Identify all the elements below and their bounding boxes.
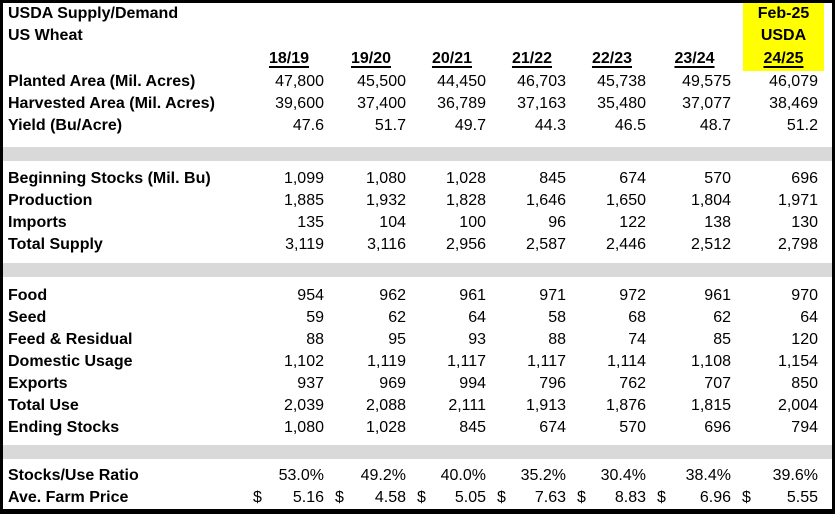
value-cell: 1,117	[527, 353, 566, 370]
value-cell: 962	[379, 287, 406, 304]
table-row	[3, 93, 832, 115]
title-row-2	[3, 25, 832, 47]
table-row	[3, 329, 832, 351]
value-cell: 44.3	[534, 117, 566, 134]
row-label: Harvested Area (Mil. Acres)	[8, 95, 215, 112]
table-row	[3, 212, 832, 234]
row-label: Food	[8, 287, 48, 304]
value-cell: 1,154	[777, 353, 818, 370]
value-cell: 46,079	[769, 73, 818, 90]
value-cell: 88	[306, 331, 324, 348]
value-cell: 59	[306, 309, 324, 326]
value-cell: 64	[800, 309, 818, 326]
value-cell: 1,646	[525, 192, 566, 209]
table-row	[3, 190, 832, 212]
value-cell: 58	[548, 309, 566, 326]
value-cell: 122	[619, 214, 646, 231]
value-cell: 37,077	[682, 95, 731, 112]
value-cell: 794	[791, 419, 818, 436]
row-label: Stocks/Use Ratio	[8, 467, 139, 484]
value-cell: 954	[297, 287, 324, 304]
row-label: Exports	[8, 375, 68, 392]
currency-symbol: $	[335, 489, 344, 506]
column-header: 21/22	[511, 50, 553, 67]
value-cell: 46,703	[517, 73, 566, 90]
title-row-1	[3, 3, 832, 25]
value-cell: 696	[704, 419, 731, 436]
value-cell: 35,480	[597, 95, 646, 112]
value-cell: 47.6	[292, 117, 324, 134]
value-cell: 51.2	[786, 117, 818, 134]
table-row	[3, 168, 832, 190]
column-header-row	[3, 47, 832, 71]
value-cell: 74	[628, 331, 646, 348]
value-cell: 1,108	[690, 353, 731, 370]
value-cell: 138	[704, 214, 731, 231]
value-cell: 1,650	[605, 192, 646, 209]
value-cell: 85	[713, 331, 731, 348]
table-body	[3, 71, 832, 509]
column-header: 20/21	[431, 50, 473, 67]
value-cell: 1,932	[365, 192, 406, 209]
value-cell: 674	[619, 170, 646, 187]
value-cell: 1,804	[690, 192, 731, 209]
separator-gap	[3, 277, 832, 285]
value-cell: 100	[459, 214, 486, 231]
value-cell: 3,119	[285, 236, 324, 253]
table-row	[3, 71, 832, 93]
row-label: Feed & Residual	[8, 331, 133, 348]
value-cell: 130	[791, 214, 818, 231]
currency-symbol: $	[417, 489, 426, 506]
currency-symbol: $	[742, 489, 751, 506]
price-value: 5.16	[292, 489, 324, 506]
value-cell: 845	[539, 170, 566, 187]
column-header: 19/20	[350, 50, 392, 67]
price-value: 6.96	[699, 489, 731, 506]
value-cell: 46.5	[614, 117, 646, 134]
value-cell: 30.4%	[600, 467, 646, 484]
value-cell: 2,088	[365, 397, 406, 414]
value-cell: 53.0%	[278, 467, 324, 484]
row-label: Ending Stocks	[8, 419, 120, 436]
value-cell: 1,080	[365, 170, 406, 187]
column-header: 18/19	[268, 50, 310, 67]
row-label: Planted Area (Mil. Acres)	[8, 73, 196, 90]
value-cell: 47,800	[275, 73, 324, 90]
report-source-badge: USDA	[743, 25, 824, 47]
value-cell: 1,117	[447, 353, 486, 370]
table-row	[3, 285, 832, 307]
value-cell: 120	[791, 331, 818, 348]
value-cell: 1,102	[283, 353, 324, 370]
price-value: 7.63	[534, 489, 566, 506]
value-cell: 2,956	[445, 236, 486, 253]
value-cell: 45,500	[357, 73, 406, 90]
value-cell: 68	[628, 309, 646, 326]
value-cell: 937	[297, 375, 324, 392]
value-cell	[248, 489, 330, 507]
value-cell: 969	[379, 375, 406, 392]
table-row	[3, 373, 832, 395]
row-label: Imports	[8, 214, 67, 231]
separator-bar	[3, 263, 832, 277]
value-cell: 1,080	[283, 419, 324, 436]
separator-gap	[3, 137, 832, 147]
row-label: Yield (Bu/Acre)	[8, 117, 123, 134]
value-cell: 38.4%	[685, 467, 731, 484]
price-value: 5.55	[786, 489, 818, 506]
value-cell: 44,450	[437, 73, 486, 90]
separator-bar	[3, 147, 832, 161]
value-cell: 972	[619, 287, 646, 304]
value-cell: 845	[459, 419, 486, 436]
row-label: Seed	[8, 309, 47, 326]
value-cell: 35.2%	[520, 467, 566, 484]
separator-gap	[3, 256, 832, 263]
value-cell: 1,828	[445, 192, 486, 209]
separator-bar	[3, 445, 832, 459]
value-cell: 1,114	[607, 353, 646, 370]
table-row	[3, 307, 832, 329]
value-cell: 135	[297, 214, 324, 231]
value-cell	[572, 489, 652, 507]
row-label: Total Use	[8, 397, 79, 414]
value-cell: 64	[468, 309, 486, 326]
price-value: 8.83	[614, 489, 646, 506]
value-cell: 39.6%	[772, 467, 818, 484]
table-row	[3, 234, 832, 256]
value-cell: 37,163	[517, 95, 566, 112]
value-cell: 48.7	[699, 117, 731, 134]
value-cell: 1,876	[605, 397, 646, 414]
sheet-title-line1: USDA Supply/Demand	[8, 5, 179, 22]
value-cell: 2,039	[283, 397, 324, 414]
value-cell: 51.7	[374, 117, 406, 134]
value-cell: 1,885	[283, 192, 324, 209]
value-cell: 1,913	[525, 397, 566, 414]
value-cell: 961	[704, 287, 731, 304]
value-cell: 994	[459, 375, 486, 392]
currency-symbol: $	[253, 489, 262, 506]
value-cell	[737, 489, 824, 507]
value-cell	[652, 489, 737, 507]
row-label: Domestic Usage	[8, 353, 133, 370]
value-cell: 3,116	[367, 236, 406, 253]
value-cell: 570	[619, 419, 646, 436]
table-row	[3, 115, 832, 137]
value-cell: 96	[548, 214, 566, 231]
value-cell: 62	[713, 309, 731, 326]
value-cell: 2,512	[690, 236, 731, 253]
column-header: 22/23	[591, 50, 633, 67]
value-cell: 40.0%	[440, 467, 486, 484]
value-cell: 2,004	[777, 397, 818, 414]
value-cell: 1,028	[445, 170, 486, 187]
value-cell: 39,600	[275, 95, 324, 112]
report-date-badge: Feb-25	[743, 3, 824, 25]
value-cell: 850	[791, 375, 818, 392]
price-value: 5.05	[454, 489, 486, 506]
value-cell: 1,099	[283, 170, 324, 187]
value-cell: 1,028	[365, 419, 406, 436]
currency-symbol: $	[497, 489, 506, 506]
value-cell: 2,798	[777, 236, 818, 253]
value-cell: 104	[379, 214, 406, 231]
column-header: 23/24	[674, 50, 715, 67]
table-row	[3, 351, 832, 373]
row-label: Beginning Stocks (Mil. Bu)	[8, 170, 211, 187]
separator-gap	[3, 161, 832, 168]
table-row	[3, 417, 832, 439]
value-cell: 1,119	[367, 353, 406, 370]
row-label: Production	[8, 192, 93, 209]
value-cell: 762	[619, 375, 646, 392]
table-row	[3, 395, 832, 417]
value-cell	[492, 489, 572, 507]
value-cell: 62	[388, 309, 406, 326]
value-cell	[412, 489, 492, 507]
value-cell: 49.7	[454, 117, 486, 134]
value-cell: 38,469	[769, 95, 818, 112]
value-cell: 93	[468, 331, 486, 348]
value-cell: 88	[548, 331, 566, 348]
value-cell: 707	[704, 375, 731, 392]
value-cell: 1,815	[690, 397, 731, 414]
value-cell: 970	[791, 287, 818, 304]
value-cell: 37,400	[357, 95, 406, 112]
value-cell: 696	[791, 170, 818, 187]
sheet-title-line2: US Wheat	[8, 27, 83, 44]
value-cell: 49,575	[682, 73, 731, 90]
table-row	[3, 465, 832, 487]
value-cell: 1,971	[777, 192, 818, 209]
price-value: 4.58	[374, 489, 406, 506]
value-cell: 45,738	[597, 73, 646, 90]
value-cell: 674	[539, 419, 566, 436]
value-cell: 2,111	[448, 397, 486, 414]
currency-symbol: $	[657, 489, 666, 506]
table-row	[3, 487, 832, 509]
value-cell: 961	[459, 287, 486, 304]
column-header-current: 24/25	[743, 47, 824, 71]
row-label: Total Supply	[8, 236, 103, 253]
value-cell: 971	[539, 287, 566, 304]
value-cell: 796	[539, 375, 566, 392]
value-cell: 570	[704, 170, 731, 187]
currency-symbol: $	[577, 489, 586, 506]
row-label: Ave. Farm Price	[8, 489, 129, 506]
value-cell	[330, 489, 412, 507]
value-cell: 2,446	[605, 236, 646, 253]
value-cell: 36,789	[437, 95, 486, 112]
value-cell: 95	[388, 331, 406, 348]
value-cell: 49.2%	[360, 467, 406, 484]
value-cell: 2,587	[525, 236, 566, 253]
